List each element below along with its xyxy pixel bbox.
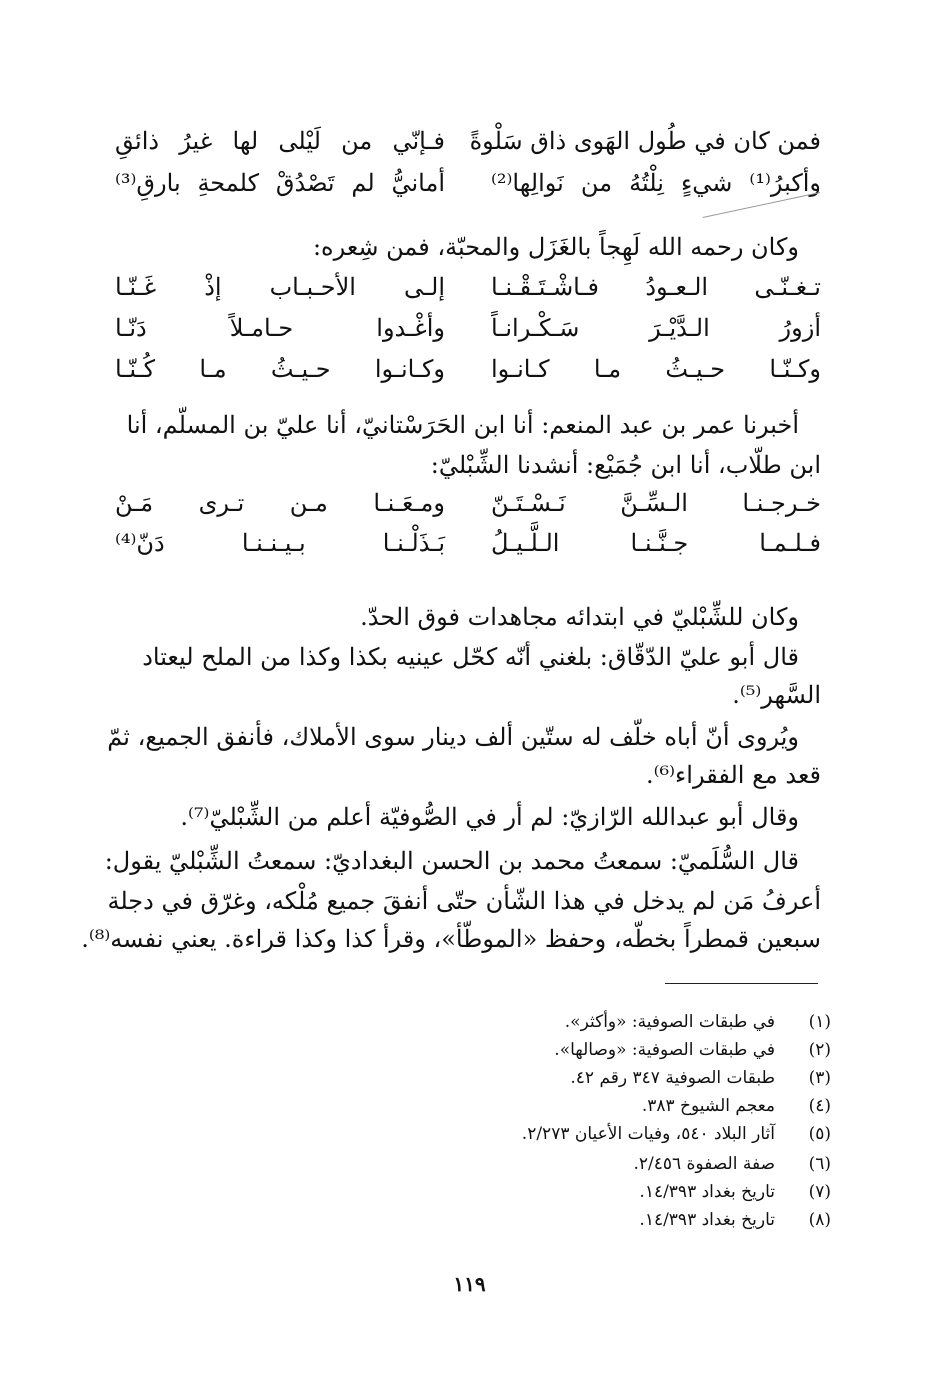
footnote bbox=[311, 1208, 831, 1232]
verse-hemistich-first: خـرجـنـا الـسِّـنَّ نَـسْـتَـنّ bbox=[491, 489, 821, 517]
verse-line bbox=[115, 124, 821, 158]
footnote-number: (٦) bbox=[808, 1154, 831, 1174]
paragraph-line: وكان رحمه الله لَهِجاً بالغَزَل والمحبّة، فمن شِعره: bbox=[312, 233, 799, 261]
footnote-text: تاريخ بغداد ١٤/٣٩٣. bbox=[639, 1210, 775, 1230]
verse-hemistich-second: أمانيُّ لم تَصْدُقْ كلمحةِ بارقِ⁽³⁾ bbox=[115, 169, 445, 197]
paragraph-line: السَّهر⁽⁵⁾. bbox=[732, 681, 821, 709]
paragraph-line: ابن طلّاب، أنا ابن جُمَيْع: أنشدنا الشِّبْليّ: bbox=[430, 451, 821, 479]
verse-line bbox=[115, 352, 821, 386]
footnote-number: (٤) bbox=[808, 1096, 831, 1116]
verse-hemistich-second: ومـعَـنـا مـن تـرى مَـنْ bbox=[115, 489, 445, 517]
verse-hemistich-second: وأغْـدوا حـامـلاً دَنّـا bbox=[115, 314, 445, 342]
verse-line bbox=[115, 166, 821, 200]
paragraph-line: أخبرنا عمر بن عبد المنعم: أنا ابن الحَرَسْتانيّ، أنا عليّ بن المسلّم، أنا bbox=[126, 411, 799, 439]
verse-line bbox=[115, 486, 821, 520]
footnote bbox=[311, 1066, 831, 1090]
verse-hemistich-first: تـغـنّـى الـعـودُ فـاشْـتَـقْـنـا bbox=[491, 273, 821, 301]
footnote bbox=[311, 1122, 831, 1146]
verse-line bbox=[115, 311, 821, 345]
paragraph-line: ويُروى أنّ أباه خلّف له ستّين ألف دينار سوى الأملاك، فأنفق الجميع، ثمّ bbox=[107, 723, 799, 751]
footnote bbox=[311, 1094, 831, 1118]
verse-hemistich-second: فـإنّي من لَيْلى لها غيرُ ذائقِ bbox=[115, 127, 445, 155]
verse-hemistich-second: بَـذَلْـنـا بـيـنـنـا دَنّ⁽⁴⁾ bbox=[115, 529, 445, 557]
footnote-text: معجم الشيوخ ٣٨٣. bbox=[641, 1096, 775, 1116]
footnote-number: (٨) bbox=[808, 1210, 831, 1230]
paragraph-line: وكان للشِّبْليّ في ابتدائه مجاهدات فوق الحدّ. bbox=[360, 603, 799, 631]
paragraph-line: قال أبو عليّ الدّقّاق: بلغني أنّه كحّل عينيه بكذا وكذا من الملح ليعتاد bbox=[142, 643, 799, 671]
paragraph-line: أعرفُ مَن لم يدخل في هذا الشّأن حتّى أنفقَ جميع مُلْكه، وغرّق في دجلة bbox=[107, 887, 821, 915]
footnote-divider bbox=[665, 983, 818, 984]
verse-hemistich-first: فـلـمـا جـنَّـنـا الـلَّـيـلُ bbox=[491, 529, 821, 557]
footnote-number: (١) bbox=[808, 1012, 831, 1032]
verse-hemistich-first: أزورُ الـدَّيْـرَ سَـكْـرانـاً bbox=[491, 314, 821, 342]
verse-line bbox=[115, 526, 821, 560]
verse-hemistich-first: وكـنّـا حـيـثُ مـا كـانـوا bbox=[491, 355, 821, 383]
footnote-text: آثار البلاد ٥٤٠، وفيات الأعيان ٢/٢٧٣. bbox=[521, 1124, 775, 1144]
footnote-text: تاريخ بغداد ١٤/٣٩٣. bbox=[639, 1182, 775, 1202]
verse-hemistich-first: وأكبرُ⁽¹⁾ شيءٍ نِلْتُهُ من نَوالِها⁽²⁾ bbox=[491, 169, 821, 197]
footnote-number: (٣) bbox=[808, 1068, 831, 1088]
footnote-text: في طبقات الصوفية: «وأكثر». bbox=[564, 1012, 775, 1032]
footnote bbox=[311, 1038, 831, 1062]
verse-hemistich-second: إلـى الأحـبـاب إذْ غَـنّـا bbox=[115, 273, 445, 301]
footnote-number: (٥) bbox=[808, 1124, 831, 1144]
footnote-text: صفة الصفوة ٢/٤٥٦. bbox=[633, 1154, 775, 1174]
paragraph-line: وقال أبو عبدالله الرّازيّ: لم أر في الصُّوفيّة أعلم من الشِّبْليّ⁽⁷⁾. bbox=[180, 803, 799, 831]
paragraph-line: قال السُّلَميّ: سمعتُ محمد بن الحسن البغداديّ: سمعتُ الشِّبْليّ يقول: bbox=[104, 847, 799, 875]
paragraph-line: سبعين قمطراً بخطّه، وحفظ «الموطّأ»، وقرأ كذا وكذا قراءة. يعني نفسه⁽⁸⁾. bbox=[81, 925, 821, 953]
paragraph-line: قعد مع الفقراء⁽⁶⁾. bbox=[645, 761, 821, 789]
footnote bbox=[311, 1010, 831, 1034]
verse-hemistich-first: فمن كان في طُول الهَوى ذاق سَلْوةً bbox=[469, 127, 821, 155]
footnote-number: (٧) bbox=[808, 1182, 831, 1202]
footnote bbox=[311, 1152, 831, 1176]
footnote-text: في طبقات الصوفية: «وصالها». bbox=[554, 1040, 775, 1060]
footnote bbox=[311, 1180, 831, 1204]
footnote-text: طبقات الصوفية ٣٤٧ رقم ٤٢. bbox=[570, 1068, 775, 1088]
page-number: ١١٩ bbox=[453, 1272, 486, 1296]
footnote-number: (٢) bbox=[808, 1040, 831, 1060]
verse-line bbox=[115, 270, 821, 304]
verse-hemistich-second: وكـانـوا حـيـثُ مـا كُـنّـا bbox=[115, 355, 445, 383]
